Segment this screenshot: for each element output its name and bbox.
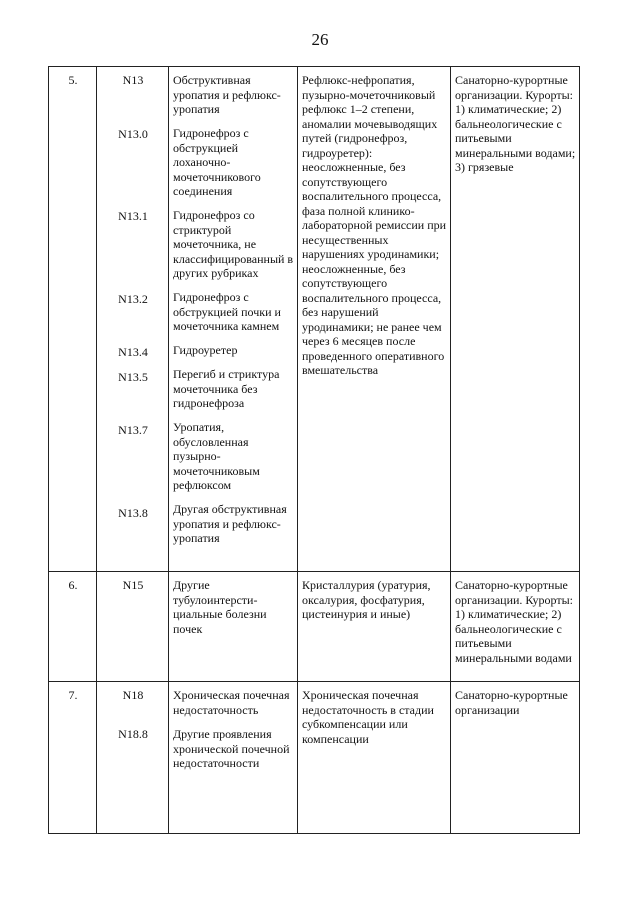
icd-code: N13.2 bbox=[118, 291, 148, 306]
row-number: 6. bbox=[49, 572, 97, 682]
organization-cell: Санаторно-курортные организации. Курорты: 1) климатические; 2) бальнеологические с питьевыми минеральными водами; 3) грязевые bbox=[451, 67, 580, 572]
disease-name: Другие проявления хронической почечной недостаточности bbox=[173, 727, 290, 770]
disease-names-cell bbox=[169, 67, 298, 572]
disease-names-cell bbox=[169, 682, 298, 834]
disease-name: Гидронефроз с обструкцией почки и мочеточника камнем bbox=[173, 290, 281, 333]
disease-name: Гидронефроз с обструкцией лоханочно-мочеточникового соединения bbox=[173, 126, 261, 198]
disease-name: Другая обструктивная уропатия и рефлюкс-уропатия bbox=[173, 502, 287, 545]
icd-code: N18 bbox=[122, 688, 144, 702]
table-row-5 bbox=[49, 67, 580, 572]
icd-code: N13.5 bbox=[118, 369, 148, 384]
icd-code: N13.4 bbox=[118, 345, 148, 359]
disease-names-cell bbox=[169, 572, 298, 682]
disease-name: Гидроуретер bbox=[173, 343, 238, 357]
icd-code: N15 bbox=[122, 578, 144, 592]
organization-cell: Санаторно-курортные организации bbox=[451, 682, 580, 834]
table-row-6 bbox=[49, 572, 580, 682]
stage-cell: Кристаллурия (уратурия, оксалурия, фосфатурия, цистеинурия и иные) bbox=[298, 572, 451, 682]
disease-name: Хроническая почечная недостаточность bbox=[173, 688, 290, 717]
icd-code: N18.8 bbox=[118, 726, 148, 741]
icd-codes-cell bbox=[97, 67, 169, 572]
icd-code: N13.7 bbox=[118, 423, 148, 437]
icd-code: N13.1 bbox=[118, 209, 148, 223]
stage-cell: Рефлюкс-нефропатия, пузырно-мочеточниковый рефлюкс 1–2 степени, аномалии мочевыводящих путей (гидронефроз, гидроуретер): неосложненные, без сопутствующего воспалительного процесса, фаза полной клинико-лабораторной ремиссии при несущественных нарушениях уродинамики; неосложненные, без сопутствующего воспалительного процесса, без нарушений уродинамики; не ранее чем через 6 месяцев после проведенного оперативного вмешательства bbox=[298, 67, 451, 572]
treatment-table bbox=[48, 66, 580, 834]
icd-code: N13.8 bbox=[118, 505, 148, 520]
stage-cell: Хроническая почечная недостаточность в стадии субкомпенсации или компенсации bbox=[298, 682, 451, 834]
icd-codes-cell bbox=[97, 682, 169, 834]
table-row-7 bbox=[49, 682, 580, 834]
disease-name: Перегиб и стриктура мочеточника без гидронефроза bbox=[173, 367, 280, 410]
disease-name: Уропатия, обусловленная пузырно-мочеточниковым рефлюксом bbox=[173, 420, 260, 492]
organization-cell: Санаторно-курортные организации. Курорты: 1) климатические; 2) бальнеологические с питьевыми минеральными водами bbox=[451, 572, 580, 682]
disease-name: Обструктивная уропатия и рефлюкс-уропатия bbox=[173, 73, 281, 116]
page-number: 26 bbox=[311, 30, 329, 49]
icd-codes-cell bbox=[97, 572, 169, 682]
icd-code: N13.0 bbox=[118, 126, 148, 141]
disease-name: Гидронефроз со стриктурой мочеточника, не классифицированный в других рубриках bbox=[173, 208, 294, 280]
disease-name: Другие тубулоинтерсти-циальные болезни почек bbox=[173, 578, 267, 636]
row-number: 7. bbox=[49, 682, 97, 834]
icd-code: N13 bbox=[122, 73, 144, 87]
row-number: 5. bbox=[49, 67, 97, 572]
